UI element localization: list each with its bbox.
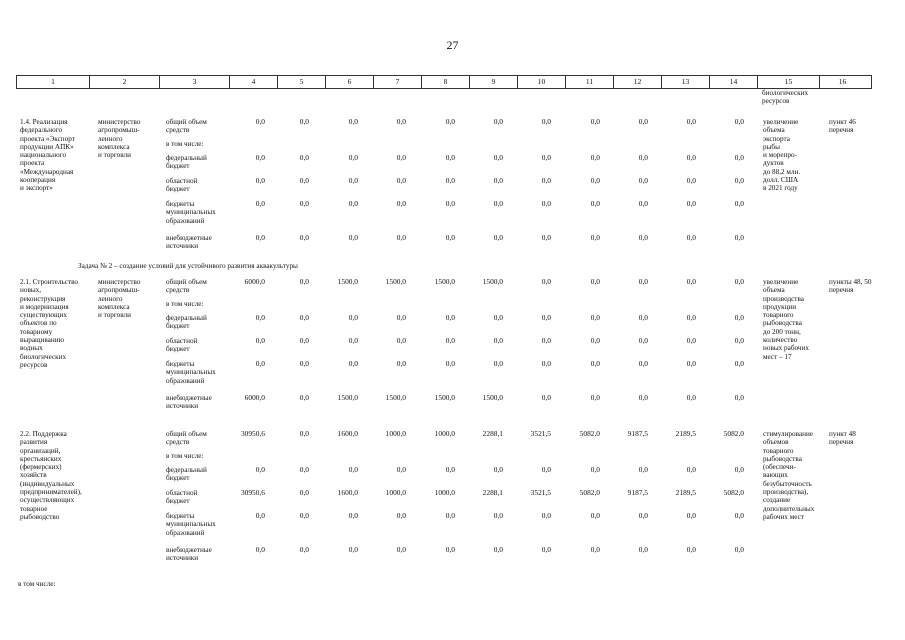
amount-cell: 0,0 [255, 511, 265, 520]
amount-cell: 0,0 [348, 336, 358, 345]
amount-cell: 0,0 [686, 153, 696, 162]
amount-cell: 0,0 [348, 511, 358, 520]
amount-cell: 0,0 [541, 359, 551, 368]
activity-name: 2.2. Поддержка развития организаций, крестьянских (фермерских) хозяйств (индивидуальных предпринимателей), осуществляющих товарное рыбоводство [20, 430, 82, 521]
amount-cell: 0,0 [686, 176, 696, 185]
page-number: 27 [446, 38, 459, 52]
amount-cell: 0,0 [255, 176, 265, 185]
header-cell: 5 [278, 76, 326, 88]
amount-cell: 0,0 [638, 336, 648, 345]
amount-cell: 0,0 [348, 465, 358, 474]
amount-cell: 0,0 [638, 176, 648, 185]
amount-cell: 0,0 [299, 233, 309, 242]
amount-cell: 0,0 [348, 313, 358, 322]
amount-cell: 0,0 [299, 117, 309, 126]
amount-cell: 5082,0 [723, 488, 744, 497]
amount-cell: 0,0 [638, 511, 648, 520]
amount-cell: 0,0 [686, 393, 696, 402]
amount-cell: 0,0 [445, 233, 455, 242]
amount-cell: 0,0 [638, 313, 648, 322]
amount-cell: 0,0 [541, 153, 551, 162]
amount-cell: 0,0 [396, 545, 406, 554]
amount-cell: 0,0 [541, 511, 551, 520]
funding-source-label: в том числе: [166, 140, 204, 148]
amount-cell: 0,0 [493, 117, 503, 126]
amount-cell: 0,0 [541, 176, 551, 185]
amount-cell: 1500,0 [482, 277, 503, 286]
amount-cell: 5082,0 [723, 429, 744, 438]
amount-cell: 0,0 [299, 199, 309, 208]
amount-cell: 0,0 [638, 117, 648, 126]
amount-cell: 0,0 [734, 393, 744, 402]
amount-cell: 0,0 [396, 465, 406, 474]
amount-cell: 0,0 [445, 199, 455, 208]
header-cell: 7 [374, 76, 422, 88]
amount-cell: 0,0 [590, 313, 600, 322]
amount-cell: 0,0 [590, 336, 600, 345]
amount-cell: 0,0 [299, 465, 309, 474]
amount-cell: 0,0 [541, 233, 551, 242]
amount-cell: 0,0 [686, 233, 696, 242]
amount-cell: 0,0 [734, 359, 744, 368]
amount-cell: 1500,0 [385, 277, 406, 286]
executor: министерство агропромыш- ленного комплекса и торговли [98, 278, 141, 320]
amount-cell: 2288,1 [482, 429, 503, 438]
funding-source-label: федеральный бюджет [166, 466, 207, 483]
amount-cell: 30950,6 [240, 429, 265, 438]
activity-name: 2.1. Строительство новых, реконструкция и модернизация существующих объектов по товарному выращиванию водных биологических ресурсов [20, 278, 79, 369]
amount-cell: 0,0 [255, 545, 265, 554]
amount-cell: 1600,0 [337, 488, 358, 497]
amount-cell: 0,0 [299, 429, 309, 438]
amount-cell: 0,0 [348, 199, 358, 208]
header-cell: 13 [662, 76, 710, 88]
amount-cell: 0,0 [686, 117, 696, 126]
amount-cell: 9187,5 [627, 488, 648, 497]
activity-name: 1.4. Реализация федерального проекта «Экспорт продукции АПК» национального проекта «Международная кооперация и экспорт» [20, 118, 75, 193]
amount-cell: 0,0 [734, 465, 744, 474]
amount-cell: 0,0 [590, 199, 600, 208]
amount-cell: 0,0 [255, 359, 265, 368]
amount-cell: 0,0 [590, 511, 600, 520]
amount-cell: 0,0 [493, 336, 503, 345]
header-cell: 6 [326, 76, 374, 88]
amount-cell: 0,0 [541, 545, 551, 554]
amount-cell: 0,0 [734, 117, 744, 126]
amount-cell: 2189,5 [675, 429, 696, 438]
funding-source-label: бюджеты муниципальных образований [166, 512, 216, 537]
amount-cell: 0,0 [299, 313, 309, 322]
amount-cell: 0,0 [396, 511, 406, 520]
amount-cell: 3521,5 [530, 488, 551, 497]
amount-cell: 6000,0 [244, 393, 265, 402]
amount-cell: 1000,0 [434, 429, 455, 438]
amount-cell: 0,0 [686, 545, 696, 554]
amount-cell: 0,0 [396, 176, 406, 185]
amount-cell: 0,0 [493, 233, 503, 242]
amount-cell: 1500,0 [385, 393, 406, 402]
amount-cell: 0,0 [590, 393, 600, 402]
amount-cell: 0,0 [590, 277, 600, 286]
header-cell: 1 [17, 76, 90, 88]
funding-source-label: внебюджетные источники [166, 234, 212, 251]
amount-cell: 0,0 [445, 465, 455, 474]
amount-cell: 0,0 [590, 153, 600, 162]
funding-source-label: областной бюджет [166, 489, 198, 506]
amount-cell: 0,0 [299, 277, 309, 286]
amount-cell: 0,0 [638, 153, 648, 162]
amount-cell: 0,0 [299, 176, 309, 185]
amount-cell: 2288,1 [482, 488, 503, 497]
amount-cell: 0,0 [255, 153, 265, 162]
header-cell: 15 [758, 76, 820, 88]
amount-cell: 0,0 [541, 313, 551, 322]
expected-result: увеличение объема производства продукции товарного рыбоводства до 200 тонн, количество новых рабочих мест – 17 [763, 278, 809, 361]
amount-cell: 5082,0 [579, 488, 600, 497]
amount-cell: 0,0 [299, 393, 309, 402]
amount-cell: 0,0 [299, 511, 309, 520]
amount-cell: 0,0 [541, 199, 551, 208]
amount-cell: 0,0 [590, 545, 600, 554]
amount-cell: 0,0 [445, 117, 455, 126]
amount-cell: 0,0 [590, 359, 600, 368]
amount-cell: 0,0 [590, 117, 600, 126]
amount-cell: 0,0 [734, 176, 744, 185]
table-header-row [16, 75, 872, 89]
amount-cell: 0,0 [255, 199, 265, 208]
amount-cell: 0,0 [493, 465, 503, 474]
amount-cell: 0,0 [493, 199, 503, 208]
amount-cell: 0,0 [686, 359, 696, 368]
funding-source-label: общий объем средств [166, 278, 207, 295]
amount-cell: 1500,0 [337, 393, 358, 402]
amount-cell: 0,0 [541, 465, 551, 474]
amount-cell: 0,0 [686, 465, 696, 474]
amount-cell: 0,0 [255, 117, 265, 126]
amount-cell: 1500,0 [337, 277, 358, 286]
amount-cell: 0,0 [348, 233, 358, 242]
reference: пункты 48, 50 перечня [829, 278, 872, 295]
footer-note: в том числе: [18, 580, 56, 588]
amount-cell: 0,0 [348, 176, 358, 185]
amount-cell: 0,0 [734, 545, 744, 554]
amount-cell: 30950,6 [240, 488, 265, 497]
amount-cell: 1600,0 [337, 429, 358, 438]
expected-result: стимулирование объемов товарного рыбоводства (обеспечи- вающих безубыточность производства), создание дополнительных рабочих мест [763, 430, 815, 521]
funding-source-label: внебюджетные источники [166, 394, 212, 411]
amount-cell: 0,0 [686, 336, 696, 345]
funding-source-label: в том числе: [166, 452, 204, 460]
funding-source-label: федеральный бюджет [166, 154, 207, 171]
header-cell: 4 [230, 76, 278, 88]
amount-cell: 2189,5 [675, 488, 696, 497]
amount-cell: 0,0 [493, 153, 503, 162]
amount-cell: 0,0 [734, 199, 744, 208]
funding-source-label: бюджеты муниципальных образований [166, 360, 216, 385]
header-cell: 14 [710, 76, 758, 88]
header-cell: 8 [422, 76, 470, 88]
header-cell: 16 [838, 77, 847, 86]
amount-cell: 3521,5 [530, 429, 551, 438]
amount-cell: 0,0 [590, 465, 600, 474]
amount-cell: 0,0 [299, 153, 309, 162]
amount-cell: 0,0 [255, 465, 265, 474]
amount-cell: 0,0 [299, 336, 309, 345]
funding-source-label: областной бюджет [166, 177, 198, 194]
amount-cell: 1500,0 [434, 277, 455, 286]
amount-cell: 0,0 [638, 465, 648, 474]
amount-cell: 0,0 [348, 359, 358, 368]
amount-cell: 0,0 [493, 359, 503, 368]
amount-cell: 0,0 [396, 153, 406, 162]
amount-cell: 0,0 [493, 176, 503, 185]
amount-cell: 0,0 [255, 233, 265, 242]
amount-cell: 0,0 [396, 336, 406, 345]
funding-source-label: областной бюджет [166, 337, 198, 354]
amount-cell: 0,0 [299, 488, 309, 497]
amount-cell: 0,0 [348, 153, 358, 162]
amount-cell: 0,0 [541, 277, 551, 286]
amount-cell: 0,0 [686, 313, 696, 322]
amount-cell: 0,0 [734, 153, 744, 162]
reference: пункт 48 перечня [829, 430, 856, 447]
amount-cell: 0,0 [734, 277, 744, 286]
amount-cell: 0,0 [396, 313, 406, 322]
header-cell: 2 [90, 76, 160, 88]
amount-cell: 0,0 [396, 199, 406, 208]
executor: министерство агропромыш- ленного комплекса и торговли [98, 118, 141, 160]
continued-result-text: биологических ресурсов [762, 89, 809, 106]
amount-cell: 0,0 [541, 336, 551, 345]
amount-cell: 0,0 [299, 545, 309, 554]
amount-cell: 0,0 [255, 336, 265, 345]
amount-cell: 9187,5 [627, 429, 648, 438]
amount-cell: 0,0 [299, 359, 309, 368]
funding-source-label: в том числе: [166, 300, 204, 308]
amount-cell: 0,0 [638, 393, 648, 402]
header-cell: 12 [614, 76, 662, 88]
amount-cell: 0,0 [638, 233, 648, 242]
amount-cell: 0,0 [445, 176, 455, 185]
amount-cell: 0,0 [348, 545, 358, 554]
amount-cell: 0,0 [445, 545, 455, 554]
amount-cell: 0,0 [734, 511, 744, 520]
amount-cell: 0,0 [686, 277, 696, 286]
amount-cell: 0,0 [541, 393, 551, 402]
expected-result: увеличение объема экспорта рыбы и морепро- дуктов до 88,2 млн. долл. США в 2021 году [763, 118, 801, 193]
amount-cell: 0,0 [590, 233, 600, 242]
amount-cell: 1000,0 [385, 429, 406, 438]
amount-cell: 0,0 [590, 176, 600, 185]
amount-cell: 0,0 [493, 545, 503, 554]
amount-cell: 0,0 [734, 313, 744, 322]
amount-cell: 0,0 [445, 313, 455, 322]
amount-cell: 0,0 [445, 336, 455, 345]
amount-cell: 0,0 [445, 511, 455, 520]
amount-cell: 0,0 [445, 153, 455, 162]
funding-source-label: федеральный бюджет [166, 314, 207, 331]
funding-source-label: общий объем средств [166, 118, 207, 135]
amount-cell: 0,0 [734, 336, 744, 345]
reference: пункт 46 перечня [829, 118, 856, 135]
amount-cell: 0,0 [396, 233, 406, 242]
amount-cell: 5082,0 [579, 429, 600, 438]
amount-cell: 0,0 [734, 233, 744, 242]
amount-cell: 0,0 [686, 199, 696, 208]
amount-cell: 0,0 [445, 359, 455, 368]
amount-cell: 1000,0 [385, 488, 406, 497]
amount-cell: 1500,0 [482, 393, 503, 402]
amount-cell: 1500,0 [434, 393, 455, 402]
amount-cell: 0,0 [686, 511, 696, 520]
amount-cell: 0,0 [255, 313, 265, 322]
funding-source-label: бюджеты муниципальных образований [166, 200, 216, 225]
amount-cell: 0,0 [638, 277, 648, 286]
amount-cell: 0,0 [638, 545, 648, 554]
amount-cell: 0,0 [638, 359, 648, 368]
header-cell: 10 [518, 76, 566, 88]
amount-cell: 0,0 [348, 117, 358, 126]
header-cell: 9 [470, 76, 518, 88]
task-heading: Задача № 2 – создание условий для устойчивого развития аквакультуры [78, 262, 298, 270]
amount-cell: 0,0 [396, 117, 406, 126]
header-cell: 3 [160, 76, 230, 88]
amount-cell: 0,0 [638, 199, 648, 208]
funding-source-label: общий объем средств [166, 430, 207, 447]
amount-cell: 0,0 [493, 313, 503, 322]
amount-cell: 0,0 [493, 511, 503, 520]
amount-cell: 0,0 [396, 359, 406, 368]
header-cell: 11 [566, 76, 614, 88]
amount-cell: 1000,0 [434, 488, 455, 497]
funding-source-label: внебюджетные источники [166, 546, 212, 563]
amount-cell: 0,0 [541, 117, 551, 126]
amount-cell: 6000,0 [244, 277, 265, 286]
